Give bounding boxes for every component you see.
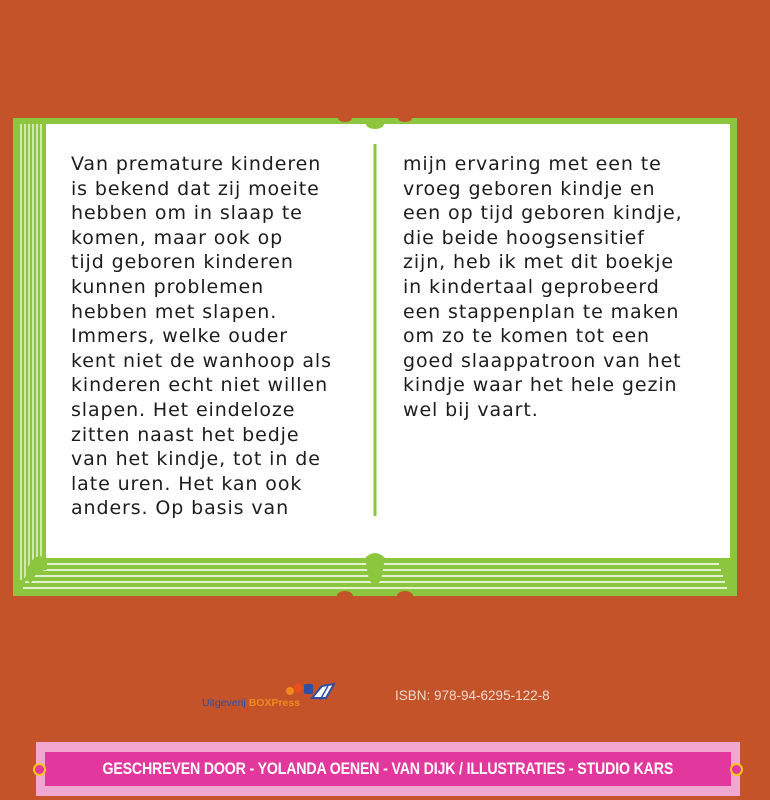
- open-book: [13, 118, 737, 596]
- credits-banner: [36, 742, 740, 796]
- publisher-prefix: Uitgeverij: [202, 697, 249, 709]
- bullet-icon: [33, 763, 46, 776]
- publisher-logo: [202, 680, 342, 714]
- right-page-text: mijn ervaring met een te vroeg geboren kindje en een op tijd geboren kindje, die beide hoogsensitief zijn, heb ik met dit boekje in kindertaal geprobeerd een stappenplan te maken om zo te komen tot een goed slaappatroon van het kindje waar het hele gezin wel bij vaart.: [403, 153, 683, 421]
- credits-banner-inner: [45, 752, 731, 786]
- isbn-text: ISBN: 978-94-6295-122-8: [395, 688, 550, 703]
- credits-text: GESCHREVEN DOOR - YOLANDA OENEN - VAN DIJK / ILLUSTRATIES - STUDIO KARS: [102, 759, 674, 778]
- bullet-icon: [730, 763, 743, 776]
- publisher-brand: BOXPress: [248, 697, 301, 709]
- left-page-text: Van premature kinderen is bekend dat zij moeite hebben om in slaap te komen, maar ook op tijd geboren kinderen kunnen problemen hebben met slapen. Immers, welke ouder kent niet de wanhoop als kinderen echt niet willen slapen. Het eindeloze zitten naast het bedje van het kindje, tot in de late uren. Het kan ook anders. Op basis van: [71, 153, 332, 520]
- book-logo-icon: [282, 680, 340, 706]
